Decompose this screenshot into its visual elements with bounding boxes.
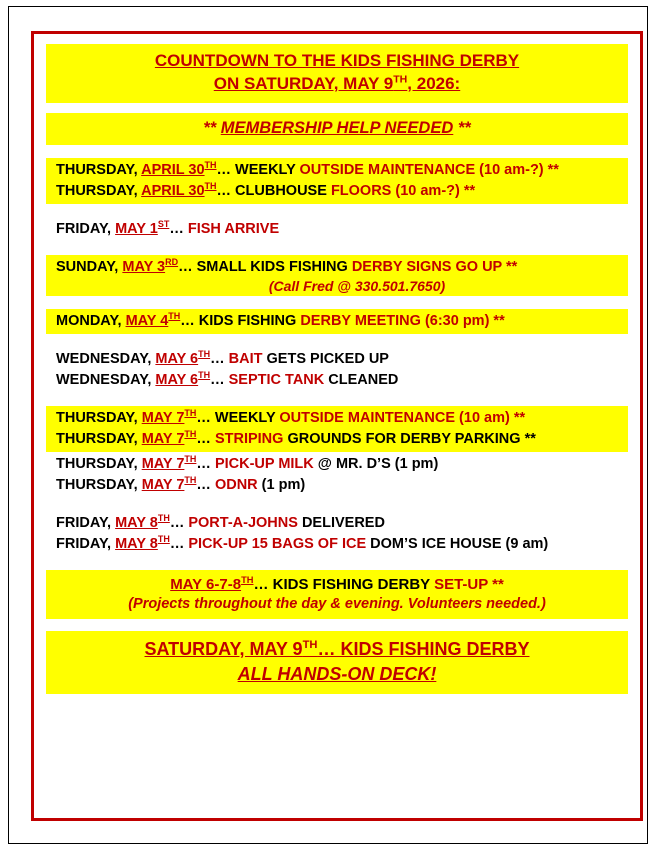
final-line-1 [46,639,628,660]
row-tail: DOM’S ICE HOUSE (9 am) [366,536,549,553]
row-thu-apr-30-maintenance [46,160,628,181]
row-day: MONDAY, [56,312,126,329]
row-wed-may-6-septic [46,370,628,391]
row-thu-may-7-striping [46,429,628,450]
row-mid: … [196,456,215,473]
row-mid: … SMALL KIDS FISHING [178,258,352,275]
row-sun-may-3-signs [46,257,628,278]
row-mid: … CLUBHOUSE [216,182,331,199]
flyer-border [31,31,643,821]
setup-date-sup: TH [241,575,254,586]
row-date: MAY 1 [115,220,158,237]
group-may-4 [46,309,628,334]
row-red: OUTSIDE MAINTENANCE (10 am) ** [279,409,526,426]
row-day: THURSDAY, [56,431,142,447]
final-prefix: SATURDAY, MAY 9 [144,639,303,660]
setup-mid: … KIDS FISHING DERBY [253,576,435,594]
row-tail: DELIVERED [297,515,385,532]
row-tail: CLEANED [324,371,399,388]
title-line-2-sup: TH [393,73,408,86]
row-date-sup: TH [168,311,181,322]
spacer [46,498,628,511]
row-date: MAY 3 [122,258,166,275]
row-mid: … [210,371,229,388]
row-tail: GROUNDS FOR DERBY PARKING ** [283,431,536,447]
group-may-3 [46,255,628,296]
row-day: THURSDAY, [56,182,142,199]
setup-block [46,570,628,619]
row-tail: @ MR. D’S (1 pm) [313,456,439,473]
row-mid: … [196,477,215,494]
membership-line [46,119,628,138]
final-block [46,631,628,694]
row-date-sup: TH [184,454,197,465]
row-mid: … [196,431,215,447]
final-suffix: … KIDS FISHING DERBY [317,639,530,660]
membership-block [46,113,628,145]
row-thu-may-7-maintenance [46,408,628,429]
membership-suffix: ** [453,118,471,137]
final-sup: TH [302,639,318,652]
row-mid: … [169,220,188,237]
row-date: MAY 4 [125,312,169,329]
group-may-6 [46,347,628,393]
row-red: SEPTIC TANK [228,371,325,388]
row-wed-may-6-bait [46,349,628,370]
row-date: MAY 7 [141,431,185,447]
spacer [46,393,628,406]
row-date-sup: TH [198,349,211,360]
row-thu-may-7-odnr [46,475,628,496]
row-date-sup: TH [198,370,211,381]
row-thu-may-7-milk [46,454,628,475]
row-date: MAY 7 [141,456,185,473]
row-fri-may-1-fish [46,219,628,240]
row-tail: GETS PICKED UP [262,350,389,367]
row-date: MAY 7 [141,477,185,494]
row-date-sup: TH [184,475,197,486]
row-mid: … [169,536,189,553]
row-day: WEDNESDAY, [56,371,156,388]
setup-note: (Projects throughout the day & evening. Volunteers needed.) [128,596,546,613]
flyer-content [46,44,628,694]
row-day: THURSDAY, [56,409,142,426]
row-date: MAY 6 [155,350,199,367]
row-date-sup: TH [157,534,170,545]
row-day: FRIDAY, [56,515,116,532]
row-mid: … WEEKLY [216,161,300,178]
row-date-sup: ST [157,219,170,230]
row-date-sup: TH [184,408,197,419]
row-red: OUTSIDE MAINTENANCE (10 am-?) ** [299,161,559,178]
row-red: STRIPING [214,431,284,447]
row-day: THURSDAY, [56,477,142,494]
outer-border [8,6,648,844]
spacer [46,242,628,255]
row-date-sup: RD [165,257,179,268]
row-day: FRIDAY, [56,220,116,237]
row-red: DERBY SIGNS GO UP ** [351,258,518,275]
row-date: MAY 8 [115,515,158,532]
setup-date: MAY 6-7-8 [170,576,242,594]
title-line-2-suffix: , 2026: [407,73,461,93]
row-day: FRIDAY, [56,536,116,553]
row-day: SUNDAY, [56,258,123,275]
group-may-7-highlighted [46,406,628,452]
row-mid: … [210,350,229,367]
row-day: THURSDAY, [56,161,142,178]
spacer [46,296,628,309]
row-date-sup: TH [157,513,170,524]
title-line-2 [46,73,628,96]
row-mon-may-4-meeting [46,311,628,332]
title-block [46,44,628,103]
group-may-7-plain [46,452,628,498]
row-date: APRIL 30 [141,182,205,199]
row-day: WEDNESDAY, [56,350,156,367]
spacer [46,204,628,217]
title-line-2-prefix: ON SATURDAY, MAY 9 [213,73,394,93]
final-line-2: ALL HANDS-ON DECK! [237,664,437,685]
row-red: PICK-UP 15 BAGS OF ICE [188,536,367,553]
row-date-sup: TH [184,429,197,440]
row-date: APRIL 30 [141,161,205,178]
group-apr-30 [46,158,628,204]
row-fri-may-8-portajohns [46,513,628,534]
membership-text: MEMBERSHIP HELP NEEDED [220,118,454,137]
signs-contact-note: (Call Fred @ 330.501.7650) [268,277,446,294]
row-red: ODNR [214,477,258,494]
spacer [46,557,628,570]
row-mid: … [169,515,189,532]
membership-prefix: ** [203,118,221,137]
setup-line [46,576,628,593]
row-date-sup: TH [204,181,217,192]
row-mid: … KIDS FISHING [180,312,301,329]
row-thu-apr-30-floors [46,181,628,202]
row-fri-may-8-ice [46,534,628,555]
row-mid: … WEEKLY [196,409,280,426]
group-may-1 [46,217,628,242]
row-tail: (1 pm) [257,477,306,494]
spacer [46,334,628,347]
row-day: THURSDAY, [56,456,142,473]
row-red: PORT-A-JOHNS [188,515,298,532]
title-line-1: COUNTDOWN TO THE KIDS FISHING DERBY [154,51,520,70]
row-red: BAIT [228,350,263,367]
row-date: MAY 7 [141,409,185,426]
row-red: FISH ARRIVE [187,220,280,237]
spacer [46,145,628,158]
row-date-sup: TH [204,160,217,171]
row-red: FLOORS (10 am-?) ** [330,182,476,199]
setup-red: SET-UP ** [434,576,504,594]
row-red: DERBY MEETING (6:30 pm) ** [300,312,505,329]
row-date: MAY 6 [155,371,199,388]
group-may-8 [46,511,628,557]
row-date: MAY 8 [115,536,158,553]
row-red: PICK-UP MILK [214,456,314,473]
